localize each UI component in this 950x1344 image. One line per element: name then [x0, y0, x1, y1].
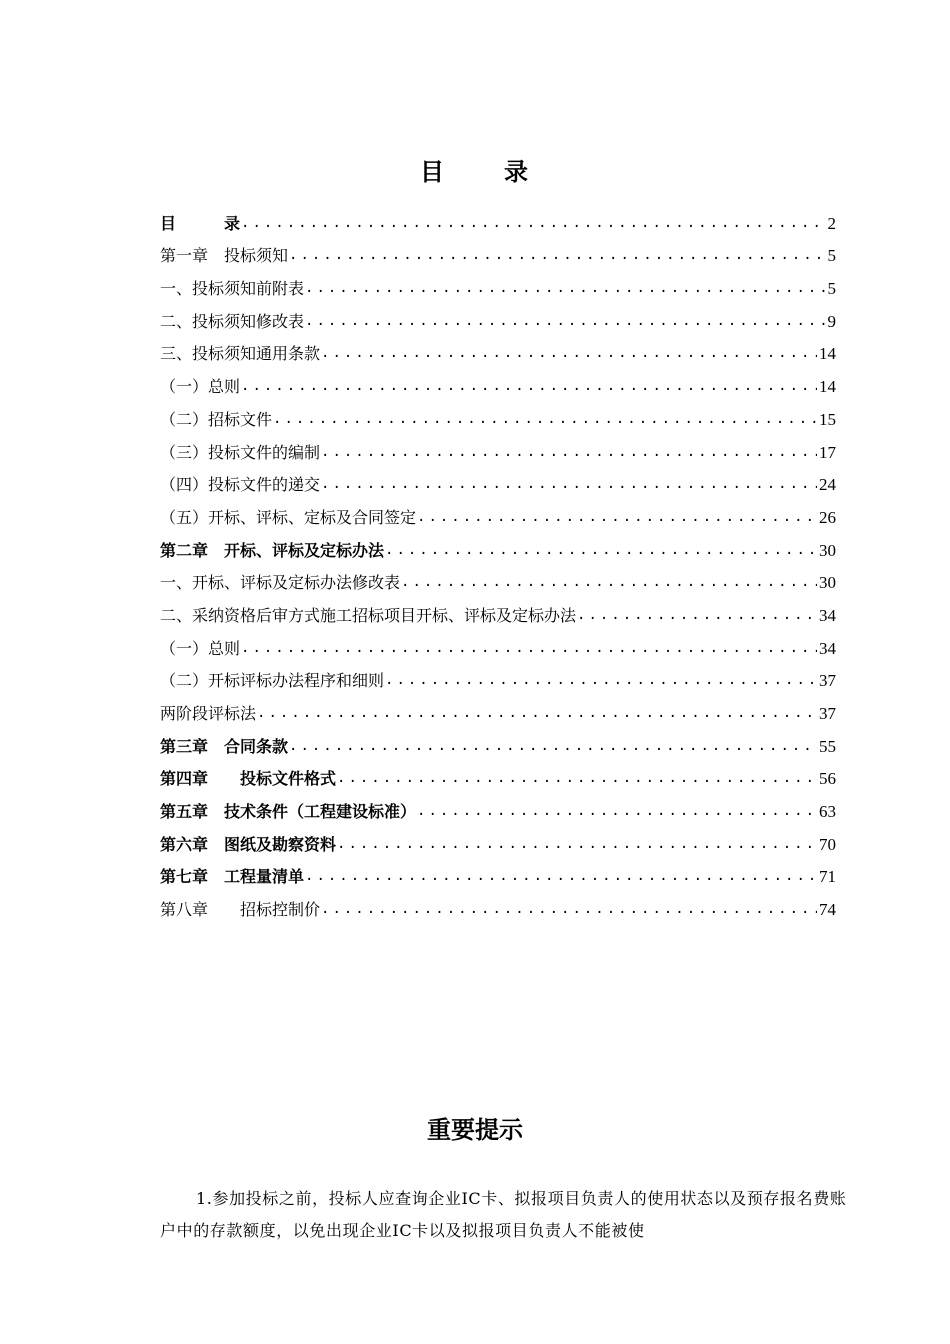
toc-entry-page-number: 55: [819, 736, 836, 756]
toc-entry-label: 第四章 投标文件格式: [160, 769, 337, 789]
toc-entry-page-number: 37: [819, 671, 836, 691]
toc-entry-label: 一、开标、评标及定标办法修改表: [160, 573, 401, 593]
toc-entry-label: （一）总则: [160, 377, 241, 397]
toc-entry-page-number: 74: [819, 900, 836, 920]
toc-entry-page-number: 63: [819, 802, 836, 822]
toc-entry-label: 第二章 开标、评标及定标办法: [160, 540, 385, 560]
toc-entry-label: 两阶段评标法: [160, 704, 257, 723]
toc-entry-page-number: 30: [819, 540, 836, 560]
toc-dot-leader: [305, 278, 825, 299]
toc-entry[interactable]: [160, 691, 836, 724]
toc-entry-page-number: 5: [827, 279, 836, 299]
toc-entry-label: 第六章 图纸及勘察资料: [160, 834, 337, 854]
toc-entry-page-number: 34: [819, 638, 836, 658]
toc-entry-page-number: 70: [819, 834, 836, 854]
toc-title-right: 录: [504, 158, 530, 186]
toc-entry-page-number: 17: [819, 442, 836, 462]
toc-entry[interactable]: [160, 659, 836, 692]
toc-dot-leader: [417, 801, 817, 822]
toc-entry[interactable]: [160, 234, 836, 267]
toc-entry-page-number: 14: [819, 344, 836, 364]
toc-entry-label: 二、投标须知修改表: [160, 311, 305, 331]
toc-entry[interactable]: [160, 757, 836, 790]
notice-paragraph: 1.参加投标之前，投标人应查询企业IC卡、拟报项目负责人的使用状态以及预存报名费账户中的存款额度，以免出现企业IC卡以及拟报项目负责人不能被使: [160, 1189, 847, 1240]
toc-entry-label: 二、采纳资格后审方式施工招标项目开标、评标及定标办法: [160, 605, 577, 625]
toc-entry-label: 第一章 投标须知: [160, 246, 289, 266]
toc-title-left: 目: [420, 158, 446, 186]
toc-entry-label: （二）招标文件: [160, 409, 273, 429]
notice-title: 重要提示: [427, 1116, 523, 1144]
toc-entry[interactable]: [160, 626, 836, 659]
toc-entry-page-number: 14: [819, 377, 836, 397]
toc-dot-leader: [305, 866, 817, 887]
toc-dot-leader: [337, 834, 817, 855]
toc-entry[interactable]: [160, 495, 836, 528]
toc-dot-leader: [241, 638, 817, 659]
toc-entry[interactable]: [160, 561, 836, 594]
toc-entry-label: （五）开标、评标、定标及合同签定: [160, 507, 417, 527]
toc-entry[interactable]: [160, 887, 836, 920]
toc-dot-leader: [289, 245, 825, 266]
toc-dot-leader: [321, 343, 817, 364]
toc-dot-leader: [257, 703, 817, 724]
toc-entry-page-number: 56: [819, 769, 836, 789]
toc-entry[interactable]: [160, 528, 836, 561]
toc-entry-label: （三）投标文件的编制: [160, 442, 321, 462]
toc-entry[interactable]: [160, 364, 836, 397]
toc-entry-page-number: 71: [819, 867, 836, 887]
toc-entry[interactable]: [160, 822, 836, 855]
toc-entry-label: 第三章 合同条款: [160, 736, 289, 756]
toc-entry[interactable]: [160, 463, 836, 496]
toc-entry[interactable]: [160, 332, 836, 365]
toc-dot-leader: [305, 311, 825, 332]
toc-dot-leader: [577, 605, 817, 626]
toc-entry-label: （一）总则: [160, 638, 241, 658]
toc-dot-leader: [273, 409, 817, 430]
toc-title: [0, 152, 950, 187]
toc-dot-leader: [321, 442, 817, 463]
toc-entry-page-number: 5: [827, 246, 836, 266]
toc-entry-label: （四）投标文件的递交: [160, 475, 321, 495]
toc-entry-page-number: 9: [827, 311, 836, 331]
toc-entry-page-number: 37: [819, 704, 836, 723]
toc-entry-label: 第五章 技术条件（工程建设标准）: [160, 802, 417, 822]
toc-dot-leader: [241, 213, 825, 234]
toc-entry-page-number: 30: [819, 573, 836, 593]
toc-entry[interactable]: [160, 266, 836, 299]
toc-entry[interactable]: [160, 397, 836, 430]
toc-dot-leader: [321, 899, 817, 920]
toc-dot-leader: [385, 670, 817, 691]
toc-entry-label: 目 录: [160, 213, 241, 233]
toc-dot-leader: [321, 474, 817, 495]
table-of-contents: [160, 201, 836, 920]
toc-entry-label: 三、投标须知通用条款: [160, 344, 321, 364]
toc-entry[interactable]: [160, 724, 836, 757]
toc-entry-label: 第七章 工程量清单: [160, 867, 305, 887]
toc-entry[interactable]: [160, 855, 836, 888]
toc-entry[interactable]: [160, 201, 836, 234]
toc-dot-leader: [417, 507, 817, 528]
toc-dot-leader: [337, 768, 817, 789]
toc-entry[interactable]: [160, 789, 836, 822]
toc-dot-leader: [401, 572, 817, 593]
toc-entry-page-number: 24: [819, 475, 836, 495]
toc-entry-page-number: 15: [819, 409, 836, 429]
toc-entry-label: 第八章 招标控制价: [160, 900, 321, 920]
toc-entry[interactable]: [160, 299, 836, 332]
toc-entry[interactable]: [160, 430, 836, 463]
toc-entry-label: （二）开标评标办法程序和细则: [160, 671, 385, 691]
toc-entry[interactable]: [160, 593, 836, 626]
toc-entry-page-number: 34: [819, 605, 836, 625]
toc-entry-page-number: 26: [819, 507, 836, 527]
toc-dot-leader: [241, 376, 817, 397]
toc-entry-label: 一、投标须知前附表: [160, 279, 305, 299]
toc-entry-page-number: 2: [827, 213, 836, 233]
toc-dot-leader: [385, 540, 817, 561]
toc-dot-leader: [289, 736, 817, 757]
